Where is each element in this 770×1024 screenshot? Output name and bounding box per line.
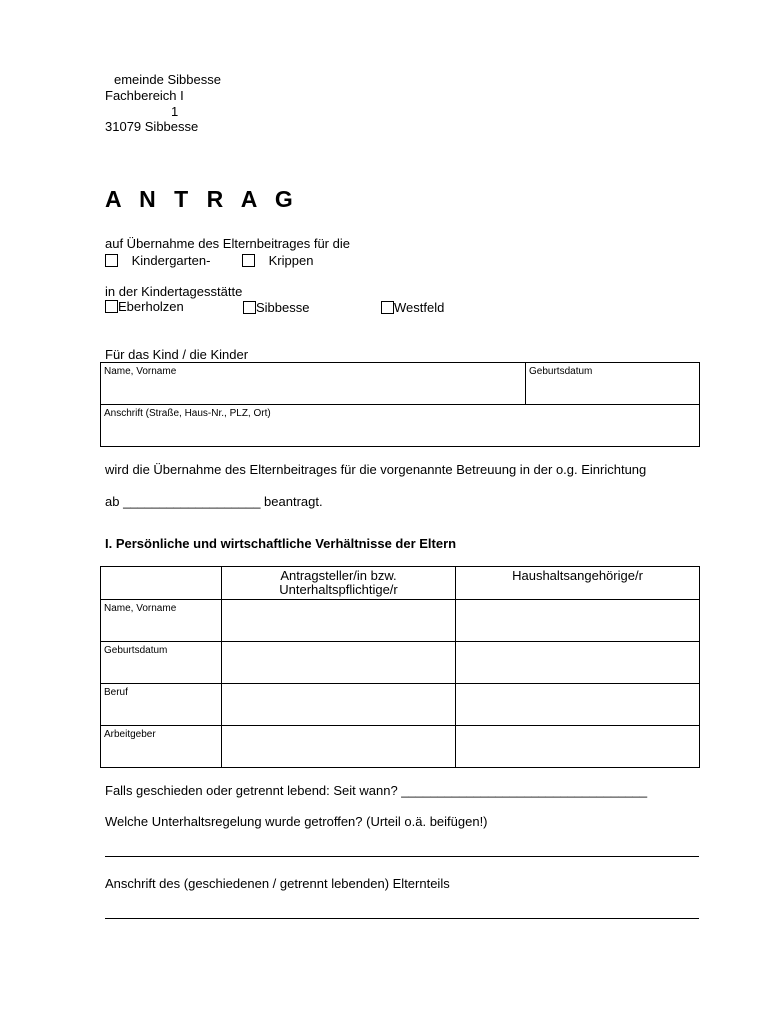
from-date-text: ab ___________________ beantragt. — [105, 494, 323, 509]
child-address-label: Anschrift (Straße, Haus-Nr., PLZ, Ort) — [104, 408, 271, 419]
row-label-employer — [101, 726, 222, 768]
request-text: wird die Übernahme des Elternbeitrages für die vorgenannte Betreuung in der o.g. Einrichtung — [105, 462, 647, 477]
row-birth-applicant[interactable] — [222, 642, 456, 684]
child-address-cell[interactable] — [101, 405, 700, 447]
row-employer-applicant[interactable] — [222, 726, 456, 768]
parents-col-household — [456, 567, 700, 600]
checkbox-westfeld[interactable] — [381, 301, 394, 314]
facility-option-eberholzen[interactable] — [105, 299, 184, 314]
care-option-krippen-label: Krippen — [268, 253, 314, 268]
divorced-question: Falls geschieden oder getrennt lebend: Seit wann? __________________________________ — [105, 783, 648, 798]
row-job-applicant[interactable] — [222, 684, 456, 726]
row-job-household[interactable] — [456, 684, 700, 726]
child-name-cell[interactable] — [101, 363, 526, 405]
col-applicant-line1: Antragsteller/in bzw. — [280, 568, 397, 583]
child-birth-cell[interactable] — [526, 363, 700, 405]
intro-text: auf Übernahme des Elternbeitrages für die — [105, 236, 350, 251]
other-parent-answer-line[interactable] — [105, 918, 699, 919]
row-name-household[interactable] — [456, 600, 700, 642]
facility-label: in der Kindertagesstätte — [105, 284, 243, 299]
checkbox-krippen[interactable] — [242, 254, 255, 267]
maintenance-answer-line[interactable] — [105, 856, 699, 857]
col-household-label: Haushaltsangehörige/r — [512, 568, 643, 583]
child-table — [100, 362, 700, 447]
parents-corner-cell — [101, 567, 222, 600]
address-line-4: 31079 Sibbesse — [105, 119, 199, 134]
row-employer-label: Arbeitgeber — [104, 729, 156, 740]
facility-option-sibbesse[interactable] — [243, 300, 309, 315]
address-line-2: Fachbereich I — [105, 88, 184, 103]
row-label-birth — [101, 642, 222, 684]
row-name-applicant[interactable] — [222, 600, 456, 642]
child-name-label: Name, Vorname — [104, 366, 177, 377]
care-option-krippen[interactable] — [242, 253, 313, 268]
address-line-1: emeinde Sibbesse — [114, 72, 221, 87]
child-section-heading: Für das Kind / die Kinder — [105, 347, 249, 362]
section1-heading: I. Persönliche und wirtschaftliche Verhältnisse der Eltern — [105, 536, 457, 551]
checkbox-eberholzen[interactable] — [105, 300, 118, 313]
facility-option-sibbesse-label: Sibbesse — [256, 300, 310, 315]
row-birth-household[interactable] — [456, 642, 700, 684]
parents-table — [100, 566, 700, 768]
checkbox-sibbesse[interactable] — [243, 301, 256, 314]
row-job-label: Beruf — [104, 687, 128, 698]
care-option-kindergarten-label: Kindergarten- — [131, 253, 211, 268]
child-birth-label: Geburtsdatum — [529, 366, 593, 377]
page-title: A N T R A G — [105, 186, 299, 212]
parents-col-applicant — [222, 567, 456, 600]
address-line-3: 1 — [171, 104, 179, 119]
row-label-job — [101, 684, 222, 726]
care-option-kindergarten[interactable] — [105, 253, 210, 268]
row-name-label: Name, Vorname — [104, 603, 177, 614]
row-birth-label: Geburtsdatum — [104, 645, 168, 656]
row-label-name — [101, 600, 222, 642]
checkbox-kindergarten[interactable] — [105, 254, 118, 267]
maintenance-question: Welche Unterhaltsregelung wurde getroffen? (Urteil o.ä. beifügen!) — [105, 814, 488, 829]
row-employer-household[interactable] — [456, 726, 700, 768]
facility-option-westfeld-label: Westfeld — [394, 300, 445, 315]
facility-option-eberholzen-label: Eberholzen — [118, 299, 184, 314]
col-applicant-line2: Unterhaltspflichtige/r — [279, 582, 398, 597]
facility-option-westfeld[interactable] — [381, 300, 444, 315]
other-parent-question: Anschrift des (geschiedenen / getrennt lebenden) Elternteils — [105, 876, 450, 891]
